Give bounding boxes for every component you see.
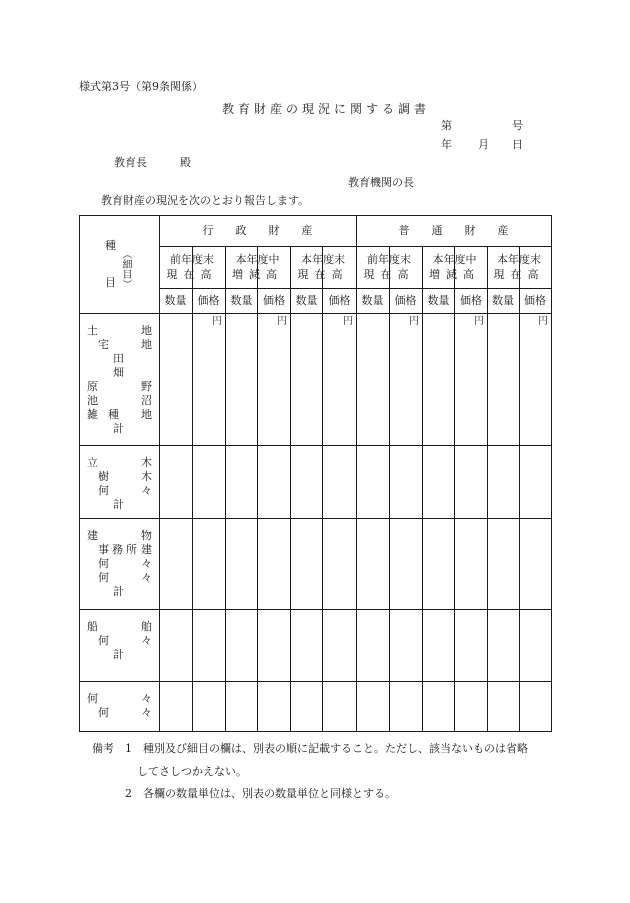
price-header: 価格 <box>328 294 351 307</box>
category-item-name: 田 <box>113 352 124 365</box>
document-title: 教育財産の現況に関する調書 <box>222 102 431 116</box>
price-header: 価格 <box>197 294 220 307</box>
period-line-2: 現在高 <box>166 268 218 281</box>
note-1-line-1: 種別及び細目の欄は、別表の順に記載すること。ただし、該当ないものは省略 <box>143 742 528 755</box>
category-item-suffix: 々 <box>141 706 152 719</box>
grid-line <box>422 246 423 731</box>
category-item-name: 立 <box>87 456 98 469</box>
quantity-header: 数量 <box>361 294 384 307</box>
yen-unit: 円 <box>474 316 484 327</box>
category-item-suffix: 地 <box>141 338 152 351</box>
category-item-name: 池 <box>87 394 98 407</box>
admin-property-header: 行 政 財 産 <box>202 224 313 237</box>
sender: 教育機関の長 <box>348 176 414 189</box>
period-header <box>159 246 225 288</box>
category-item-name: 計 <box>113 498 124 511</box>
category-item-name: 何 <box>98 571 109 584</box>
grid-line <box>79 313 551 314</box>
category-item-suffix: 地 <box>141 408 152 421</box>
period-line-1: 本年度中 <box>235 253 280 266</box>
intro-text: 教育財産の現況を次のとおり報告します。 <box>101 194 310 207</box>
quantity-header: 数量 <box>295 294 318 307</box>
kind-char-1: 種 <box>105 239 116 252</box>
category-item-name: 原 <box>87 380 98 393</box>
grid-line <box>79 445 551 446</box>
category-item-name: 建 <box>87 529 98 542</box>
category-item-suffix: 々 <box>141 484 152 497</box>
date-month: 月 <box>478 138 489 151</box>
category-item-suffix: 物 <box>141 529 152 542</box>
category-item-name: 計 <box>113 648 124 661</box>
grid-line <box>454 246 455 731</box>
notes-label: 備考 <box>92 742 114 755</box>
grid-line <box>322 246 323 731</box>
period-header <box>356 246 422 288</box>
category-item-suffix: 舶 <box>141 620 152 633</box>
period-header <box>290 246 356 288</box>
period-header <box>225 246 290 288</box>
category-item-name: 土 <box>87 324 98 337</box>
category-item-name: 畑 <box>113 366 124 379</box>
period-header <box>422 246 487 288</box>
general-property-header: 普 通 財 産 <box>398 224 509 237</box>
category-item-suffix: 々 <box>141 634 152 647</box>
period-line-1: 本年度中 <box>432 253 477 266</box>
grid-line <box>79 518 551 519</box>
category-item-suffix: 々 <box>141 557 152 570</box>
period-line-2: 現在高 <box>493 268 545 281</box>
grid-line <box>192 246 193 731</box>
category-item-name: 何 <box>98 557 109 570</box>
category-item-name: 計 <box>113 585 124 598</box>
date-day: 日 <box>512 138 523 151</box>
note-1-number: 1 <box>125 742 132 755</box>
category-item-name: 事務所 <box>98 543 140 556</box>
category-item-name: 何 <box>87 692 98 705</box>
category-item-suffix: 木 <box>141 470 152 483</box>
note-2-text: 各欄の数量単位は、別表の数量単位と同様とする。 <box>143 787 396 800</box>
category-item-name: 何 <box>98 706 109 719</box>
category-item-name: 何 <box>98 484 109 497</box>
grid-line <box>487 246 488 731</box>
category-item-name: 何 <box>98 634 109 647</box>
period-line-2: 現在高 <box>363 268 415 281</box>
yen-unit: 円 <box>343 316 353 327</box>
category-item-name: 樹 <box>98 470 109 483</box>
category-item-suffix: 々 <box>141 692 152 705</box>
price-header: 価格 <box>524 294 546 307</box>
quantity-header: 数量 <box>230 294 253 307</box>
kind-char-2: 目 <box>105 276 116 289</box>
category-item-name: 計 <box>113 422 124 435</box>
addressee-honorific: 殿 <box>180 156 191 169</box>
period-header <box>487 246 551 288</box>
grid-line <box>290 246 291 731</box>
number-suffix: 号 <box>512 119 523 132</box>
price-header: 価格 <box>263 294 285 307</box>
category-item-name: 雑種 <box>87 408 129 421</box>
property-table <box>79 215 551 731</box>
note-2-number: 2 <box>125 787 132 800</box>
category-item-suffix: 建 <box>141 543 152 556</box>
yen-unit: 円 <box>277 316 287 327</box>
period-line-1: 本年度末 <box>301 253 345 266</box>
category-item-suffix: 沼 <box>141 394 152 407</box>
category-item-suffix: 々 <box>141 571 152 584</box>
grid-line <box>79 681 551 682</box>
date-year: 年 <box>441 138 452 151</box>
price-header: 価格 <box>394 294 417 307</box>
saimoku-label: （細目） <box>120 249 131 289</box>
grid-line <box>225 246 226 731</box>
number-prefix: 第 <box>441 119 452 132</box>
note-1-line-2: してさしつかえない。 <box>137 765 247 778</box>
period-line-1: 前年度末 <box>367 253 411 266</box>
quantity-header: 数量 <box>492 294 514 307</box>
yen-unit: 円 <box>538 316 548 327</box>
price-header: 価格 <box>460 294 482 307</box>
category-item-name: 船 <box>87 620 98 633</box>
category-item-name: 宅 <box>98 338 109 351</box>
quantity-header: 数量 <box>164 294 187 307</box>
grid-line <box>257 246 258 731</box>
yen-unit: 円 <box>409 316 419 327</box>
grid-line <box>519 246 520 731</box>
addressee: 教育長 <box>114 156 147 169</box>
grid-line <box>389 246 390 731</box>
yen-unit: 円 <box>212 316 222 327</box>
category-item-suffix: 野 <box>141 380 152 393</box>
grid-line <box>79 609 551 610</box>
period-line-1: 本年度末 <box>497 253 541 266</box>
period-line-1: 前年度末 <box>170 253 214 266</box>
quantity-header: 数量 <box>427 294 450 307</box>
form-number: 様式第3号（第9条関係） <box>79 80 203 93</box>
period-line-2: 増減高 <box>429 268 480 281</box>
category-item-suffix: 木 <box>141 456 152 469</box>
period-line-2: 増減高 <box>232 268 283 281</box>
period-line-2: 現在高 <box>297 268 349 281</box>
category-item-suffix: 地 <box>141 324 152 337</box>
